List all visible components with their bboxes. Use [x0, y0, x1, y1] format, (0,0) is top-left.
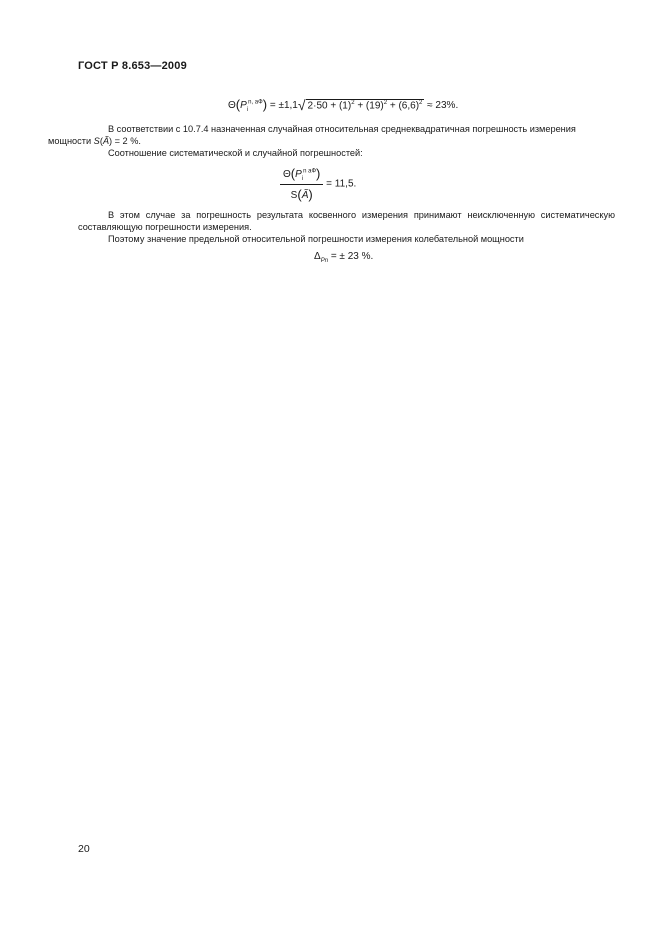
power-superscript: n, аФ [248, 99, 263, 106]
paragraph-limit-error: Поэтому значение предельной относительной погрешности измерения колебательной мощности [108, 234, 524, 244]
paragraph-indirect-measurement: В этом случае за погрешность результата косвенного измерения принимают неисключенную систематическую составляющую погрешности измерения. [78, 210, 615, 232]
fraction [280, 166, 323, 202]
paragraph-ratio-intro: Соотношение систематической и случайной погрешностей: [108, 148, 363, 158]
theta-symbol: Θ [228, 100, 236, 111]
coefficient: = ±1,1 [269, 100, 298, 111]
fraction-denominator: S(Ã) [290, 187, 313, 202]
sqrt-icon: √ [297, 97, 306, 113]
equation-ratio [280, 166, 356, 202]
ratio-result: = 11,5. [326, 178, 357, 190]
equation-systematic-error: $\Theta(P_i^{n, аФ}) = \pm 1,1√$ $2\cdot 50 + (1)^2 + (19)^2 + (6,6)^2 \approx 23\%$. [228, 97, 459, 113]
paragraph-random-error: В соответствии с 10.7.4 назначенная случайная относительная среднеквадратичная погрешность измерения мощности S(Ã) = 2 %. [48, 124, 576, 146]
power-symbol: P [240, 100, 247, 111]
delta-subscript: Pn [320, 258, 329, 264]
document-code: ГОСТ Р 8.653—2009 [78, 60, 187, 72]
limit-error-result: = ± 23 %. [330, 251, 374, 262]
equation-result: ≈ 23%. [427, 100, 459, 111]
delta-symbol: Δ [314, 251, 321, 262]
page-number: 20 [78, 843, 90, 855]
fraction-numerator: $\Theta(P_i^{n аФ})$ [280, 166, 323, 185]
equation-limit-error [314, 251, 373, 264]
radicand: $2\cdot 50 + (1)^2 + (19)^2 + (6,6)^2$ [307, 99, 423, 111]
power-subscript: i [246, 107, 249, 113]
